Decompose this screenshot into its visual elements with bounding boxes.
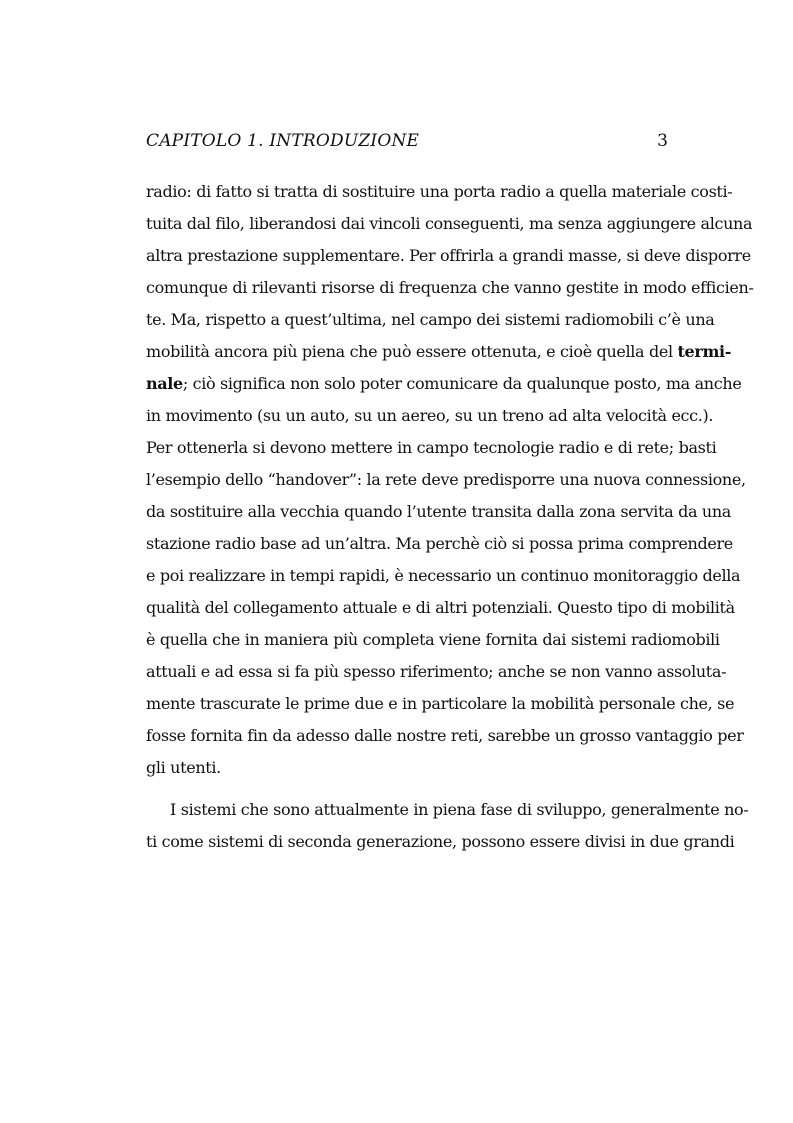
text-line: comunque di rilevanti risorse di frequenza che vanno gestite in modo efficien-: [146, 278, 754, 297]
text-line: attuali e ad essa si fa più spesso riferimento; anche se non vanno assoluta-: [146, 662, 727, 681]
chapter-title: CAPITOLO 1. INTRODUZIONE: [146, 131, 420, 151]
text-line: I sistemi che sono attualmente in piena fase di sviluppo, generalmente no-: [170, 800, 749, 819]
text-line: ti come sistemi di seconda generazione, possono essere divisi in due grandi: [146, 832, 735, 851]
bold-term: termi-: [677, 342, 732, 361]
text-line: gli utenti.: [146, 758, 221, 777]
text-line: [146, 372, 742, 396]
text-line: te. Ma, rispetto a quest’ultima, nel campo dei sistemi radiomobili c’è una: [146, 310, 715, 329]
text-line: in movimento (su un auto, su un aereo, su un treno ad alta velocità ecc.).: [146, 406, 714, 425]
bold-term: nale: [146, 374, 183, 393]
text-line: Per ottenerla si devono mettere in campo tecnologie radio e di rete; basti: [146, 438, 717, 457]
text-line: e poi realizzare in tempi rapidi, è necessario un continuo monitoraggio della: [146, 566, 741, 585]
text-line: mente trascurate le prime due e in particolare la mobilità personale che, se: [146, 694, 735, 713]
page-number: 3: [657, 131, 668, 151]
text-line: stazione radio base ad un’altra. Ma perchè ciò si possa prima comprendere: [146, 534, 733, 553]
text-segment: mobilità ancora più piena che può essere ottenuta, e cioè quella del: [146, 342, 678, 361]
text-line: radio: di fatto si tratta di sostituire una porta radio a quella materiale costi-: [146, 182, 733, 201]
text-line: l’esempio dello “handover”: la rete deve predisporre una nuova connessione,: [146, 470, 746, 489]
text-line: è quella che in maniera più completa viene fornita dai sistemi radiomobili: [146, 630, 720, 649]
text-line: fosse fornita fin da adesso dalle nostre reti, sarebbe un grosso vantaggio per: [146, 726, 744, 745]
text-line: altra prestazione supplementare. Per offrirla a grandi masse, si deve disporre: [146, 246, 751, 265]
text-line: [146, 340, 732, 364]
text-line: tuita dal filo, liberandosi dai vincoli conseguenti, ma senza aggiungere alcuna: [146, 214, 753, 233]
text-line: qualità del collegamento attuale e di altri potenziali. Questo tipo di mobilità: [146, 598, 735, 617]
text-line: da sostituire alla vecchia quando l’utente transita dalla zona servita da una: [146, 502, 731, 521]
running-header: [146, 131, 668, 155]
text-segment: ; ciò significa non solo poter comunicare da qualunque posto, ma anche: [182, 374, 742, 393]
